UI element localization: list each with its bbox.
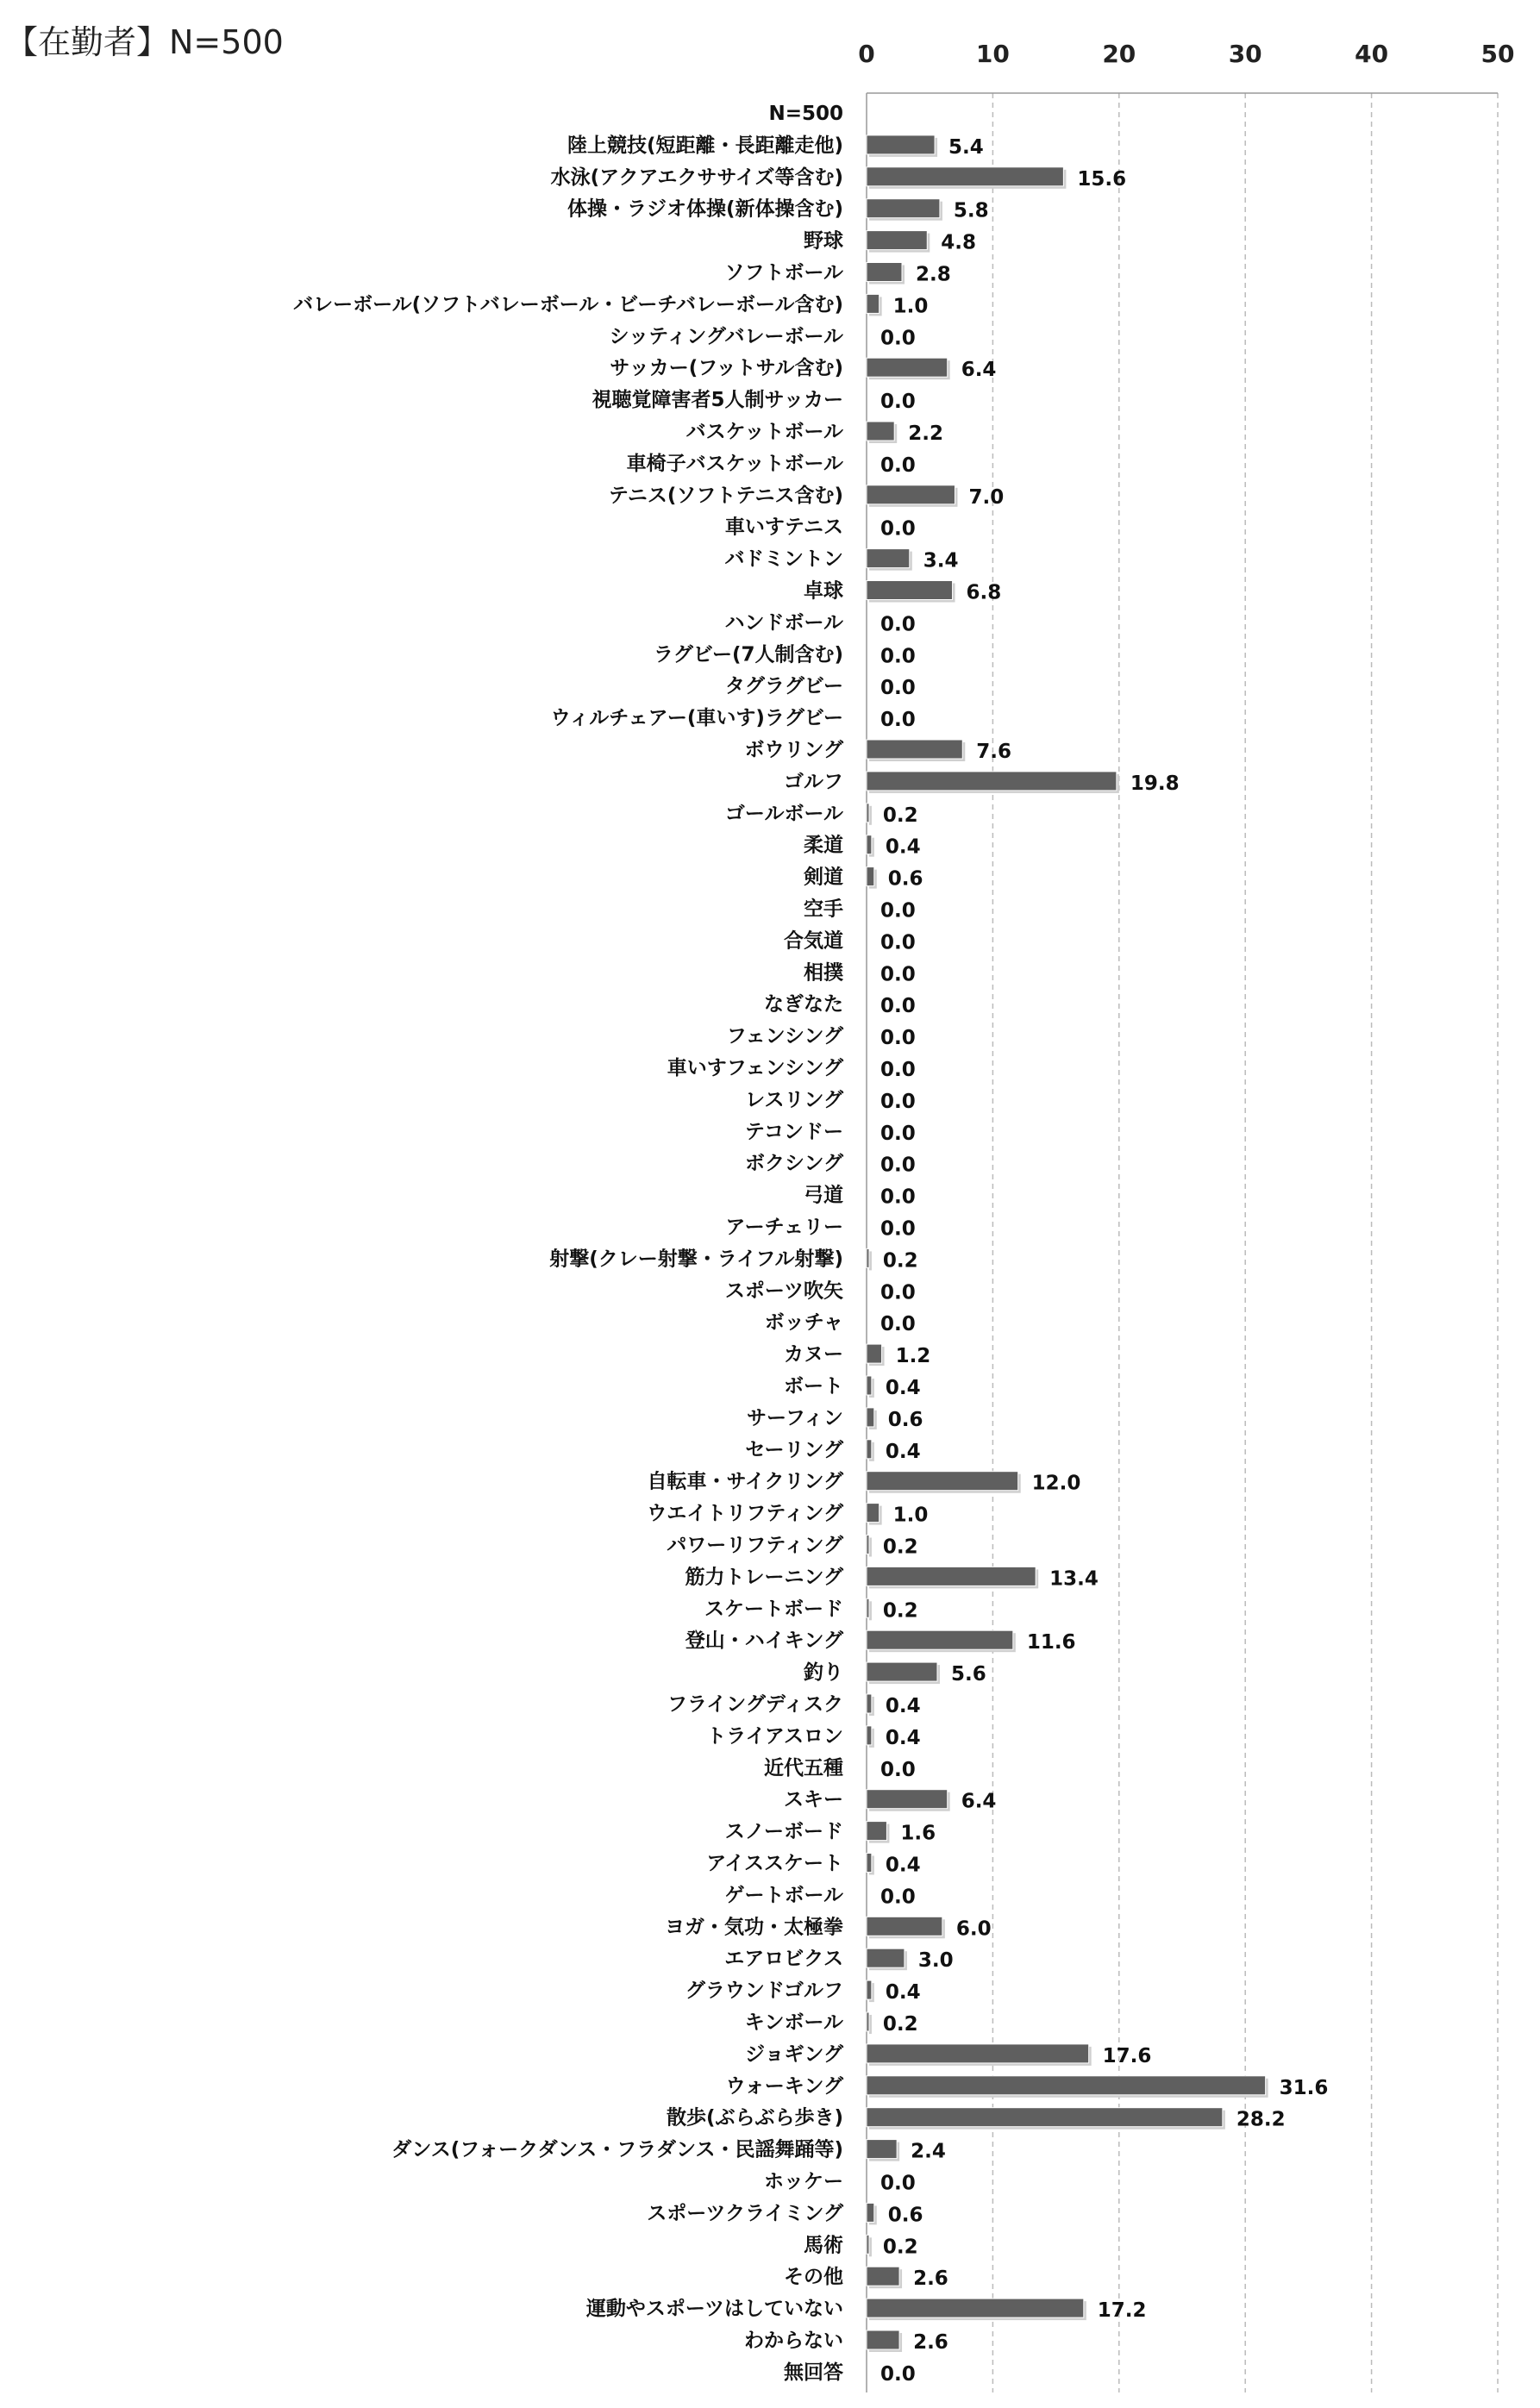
category-label: 野球 <box>804 229 843 253</box>
category-label: ゴルフ <box>784 770 843 793</box>
bar <box>867 1630 1013 1649</box>
value-label: 0.4 <box>885 1377 921 1399</box>
value-label: 0.0 <box>880 1886 916 1909</box>
value-label: 0.6 <box>887 1408 923 1431</box>
bar <box>867 1567 1036 1586</box>
bar <box>867 358 948 377</box>
category-label: 卓球 <box>804 579 843 603</box>
bar <box>867 581 953 600</box>
category-label: ボウリング <box>744 739 843 761</box>
x-tick-label: 0 <box>858 40 875 68</box>
bar-shadow <box>869 1538 872 1557</box>
value-label: 0.0 <box>880 613 916 636</box>
category-label: テニス(ソフトテニス含む) <box>608 484 843 507</box>
category-label: 射撃(クレー射撃・ライフル射撃) <box>549 1248 843 1271</box>
bar <box>867 422 894 441</box>
x-axis-ticks <box>858 40 1514 68</box>
category-label: スノーボード <box>724 1820 843 1843</box>
category-label: ボート <box>784 1375 843 1398</box>
value-label: 0.0 <box>880 2362 916 2386</box>
bar <box>867 2076 1266 2095</box>
value-label: 13.4 <box>1049 1567 1099 1591</box>
bar <box>867 772 1117 791</box>
value-label: 6.0 <box>955 1917 992 1941</box>
value-label: 0.6 <box>887 867 923 891</box>
category-label: 自転車・サイクリング <box>647 1470 843 1493</box>
value-label: 2.4 <box>911 2140 946 2163</box>
category-label: アーチェリー <box>725 1216 843 1239</box>
category-label: その他 <box>784 2266 843 2289</box>
category-label: ボクシング <box>745 1152 843 1175</box>
value-label: 0.0 <box>880 709 916 732</box>
value-label: 0.0 <box>880 517 916 541</box>
bar <box>867 2044 1089 2063</box>
bar <box>867 1504 880 1523</box>
category-label: スケートボード <box>704 1598 843 1621</box>
value-label: 0.4 <box>885 1726 921 1749</box>
bar <box>867 135 935 154</box>
value-label: 0.2 <box>882 1249 918 1273</box>
bar <box>867 2108 1223 2127</box>
value-label: 0.0 <box>880 1154 916 1177</box>
category-label: フライングディスク <box>667 1693 843 1716</box>
bar <box>867 2140 897 2159</box>
category-label: 登山・ハイキング <box>685 1629 843 1653</box>
bar <box>867 2267 899 2286</box>
category-label: タグラグビー <box>724 675 843 698</box>
value-label: 17.6 <box>1102 2044 1152 2067</box>
series-label: N=500 <box>768 103 843 125</box>
bar <box>867 1535 869 1554</box>
value-label: 0.6 <box>887 2204 923 2227</box>
value-label: 0.4 <box>885 1440 921 1463</box>
value-label: 0.0 <box>880 1281 916 1304</box>
value-label: 19.8 <box>1130 772 1180 795</box>
value-label: 17.2 <box>1097 2299 1147 2323</box>
bar <box>867 1790 948 1809</box>
category-label: なぎなた <box>764 993 843 1016</box>
category-label: 弓道 <box>804 1184 843 1207</box>
value-label: 2.2 <box>908 422 943 445</box>
category-labels <box>293 103 844 2384</box>
bar <box>867 1376 872 1395</box>
category-label: テコンドー <box>744 1120 843 1143</box>
category-label: 車いすテニス <box>724 516 843 539</box>
value-label: 4.8 <box>941 231 977 254</box>
category-label: パワーリフティング <box>667 1534 843 1557</box>
bar <box>867 485 955 504</box>
category-label: シッティングバレーボール <box>609 325 843 348</box>
bar <box>867 199 940 218</box>
bar-shadow <box>869 1601 872 1620</box>
value-label: 0.0 <box>880 1059 916 1081</box>
value-label: 0.0 <box>880 645 916 668</box>
value-label: 0.4 <box>885 1695 921 1717</box>
category-label: 空手 <box>804 898 843 921</box>
bar-shadow <box>869 2237 872 2256</box>
category-label: 散歩(ぶらぶら歩き) <box>666 2106 843 2130</box>
value-label: 0.0 <box>880 391 916 414</box>
bar-shadow <box>869 1251 872 1270</box>
category-label: スポーツ吹矢 <box>724 1279 843 1303</box>
chart-title: 【在勤者】N=500 <box>5 23 284 61</box>
value-label: 0.4 <box>885 1854 921 1877</box>
bar <box>867 2203 874 2222</box>
bar-shadow <box>869 2015 872 2034</box>
x-tick-label: 30 <box>1228 40 1262 68</box>
bar <box>867 835 872 854</box>
category-label: 陸上競技(短距離・長距離走他) <box>567 134 843 157</box>
value-label: 1.0 <box>892 1504 929 1527</box>
bar <box>867 1917 942 1936</box>
category-label: 相撲 <box>804 961 843 985</box>
value-label: 6.4 <box>961 359 997 382</box>
value-label: 11.6 <box>1026 1631 1076 1654</box>
category-label: ラグビー(7人制含む) <box>653 643 843 666</box>
category-label: 合気道 <box>784 929 843 953</box>
category-label: ボッチャ <box>764 1311 843 1335</box>
value-label: 0.0 <box>880 453 916 477</box>
category-label: 剣道 <box>804 866 843 889</box>
bar <box>867 231 927 250</box>
bar <box>867 2012 869 2031</box>
x-tick-label: 20 <box>1102 40 1136 68</box>
category-label: バスケットボール <box>685 421 843 443</box>
value-label: 0.0 <box>880 899 916 923</box>
category-label: 筋力トレーニング <box>685 1566 843 1589</box>
value-label: 12.0 <box>1031 1472 1081 1495</box>
bar <box>867 1408 874 1427</box>
category-label: ホッケー <box>764 2170 843 2193</box>
value-label: 0.0 <box>880 931 916 954</box>
bars <box>867 135 1268 2352</box>
value-label: 7.6 <box>976 741 1012 763</box>
category-label: キンボール <box>744 2011 843 2034</box>
bar <box>867 1980 872 1999</box>
bar <box>867 1662 937 1681</box>
category-label: 馬術 <box>804 2234 843 2257</box>
category-label: ハンドボール <box>724 611 843 635</box>
bar <box>867 1726 872 1745</box>
category-label: バドミントン <box>724 547 843 571</box>
bar <box>867 1822 886 1841</box>
category-label: レスリング <box>745 1088 843 1111</box>
bar <box>867 804 869 822</box>
bar <box>867 2330 899 2349</box>
category-label: サッカー(フットサル含む) <box>610 357 843 380</box>
bar <box>867 2299 1084 2317</box>
value-label: 0.0 <box>880 1185 916 1209</box>
bar <box>867 1598 869 1617</box>
category-label: セーリング <box>745 1438 843 1461</box>
category-label: エアロビクス <box>724 1948 843 1971</box>
value-label: 5.8 <box>953 199 989 222</box>
value-label: 2.8 <box>915 263 951 286</box>
bar <box>867 263 902 282</box>
value-label: 2.6 <box>913 2331 948 2354</box>
category-label: わからない <box>744 2330 843 2352</box>
category-label: 車椅子バスケットボール <box>626 452 843 475</box>
value-label: 0.0 <box>880 1090 916 1113</box>
category-label: ゴールボール <box>724 802 843 825</box>
value-label: 7.0 <box>968 485 1005 509</box>
category-label: ヨガ・気功・太極拳 <box>665 1916 843 1939</box>
category-label: バレーボール(ソフトバレーボール・ビーチバレーボール含む) <box>293 293 843 316</box>
value-label: 31.6 <box>1279 2076 1329 2099</box>
value-label: 0.0 <box>880 677 916 700</box>
value-label: 0.0 <box>880 995 916 1018</box>
category-label: 水泳(アクアエクササイズ等含む) <box>550 166 843 189</box>
bar <box>867 867 874 886</box>
category-label: ゲートボール <box>724 1884 843 1907</box>
value-label: 0.0 <box>880 1758 916 1781</box>
category-label: ウォーキング <box>725 2074 843 2098</box>
value-label: 1.6 <box>900 1822 936 1845</box>
value-label: 0.2 <box>882 2013 918 2036</box>
bar <box>867 1344 882 1363</box>
bar <box>867 1248 869 1267</box>
x-tick-label: 10 <box>975 40 1010 68</box>
category-label: 無回答 <box>784 2361 843 2384</box>
category-label: サーフィン <box>746 1406 843 1429</box>
bar <box>867 2235 869 2254</box>
category-label: ジョギング <box>745 2042 843 2066</box>
value-label: 0.2 <box>882 1599 918 1623</box>
bar <box>867 1948 905 1967</box>
value-label: 15.6 <box>1077 167 1127 191</box>
category-label: 視聴覚障害者5人制サッカー <box>592 389 843 412</box>
bar-shadow <box>869 806 872 825</box>
value-label: 0.4 <box>885 835 921 859</box>
value-label: 0.0 <box>880 963 916 986</box>
value-label: 0.0 <box>880 1313 916 1336</box>
value-label: 6.4 <box>961 1790 997 1813</box>
category-label: ダンス(フォークダンス・フラダンス・民謡舞踊等) <box>391 2138 843 2161</box>
value-label: 0.0 <box>880 2172 916 2195</box>
category-label: グラウンドゴルフ <box>685 1980 843 2003</box>
bar <box>867 1854 872 1873</box>
bar <box>867 549 910 568</box>
bar <box>867 167 1063 186</box>
value-label: 0.0 <box>880 327 916 350</box>
value-label: 0.2 <box>882 804 918 827</box>
value-label: 2.6 <box>913 2267 948 2291</box>
x-tick-label: 40 <box>1355 40 1389 68</box>
x-tick-label: 50 <box>1481 40 1515 68</box>
value-label: 0.2 <box>882 2236 918 2259</box>
bar <box>867 1472 1018 1491</box>
category-label: カヌー <box>784 1343 843 1367</box>
category-label: ウエイトリフティング <box>647 1502 843 1525</box>
category-label: 釣り <box>804 1661 843 1685</box>
value-label: 0.0 <box>880 1122 916 1145</box>
value-label: 1.2 <box>895 1345 931 1368</box>
value-label: 1.0 <box>892 295 929 318</box>
category-label: フェンシング <box>726 1025 843 1048</box>
category-label: 運動やスポーツはしていない <box>585 2298 843 2321</box>
value-label: 0.4 <box>885 1981 921 2005</box>
value-label: 28.2 <box>1236 2108 1286 2131</box>
category-label: 近代五種 <box>764 1756 843 1779</box>
category-label: トライアスロン <box>706 1724 843 1748</box>
value-label: 0.2 <box>882 1535 918 1559</box>
value-label: 3.0 <box>917 1949 954 1973</box>
category-label: 柔道 <box>804 834 843 857</box>
category-label: 車いすフェンシング <box>667 1057 843 1079</box>
value-label: 6.8 <box>966 581 1002 604</box>
value-label: 5.6 <box>950 1663 986 1686</box>
category-label: ウィルチェアー(車いす)ラグビー <box>550 707 843 730</box>
category-label: スキー <box>784 1788 843 1811</box>
category-label: 体操・ラジオ体操(新体操含む) <box>567 197 843 221</box>
category-label: アイススケート <box>706 1852 843 1875</box>
bar <box>867 1440 872 1459</box>
value-label: 3.4 <box>923 549 959 572</box>
category-label: スポーツクライミング <box>647 2202 843 2225</box>
bar <box>867 294 880 313</box>
bar <box>867 1694 872 1713</box>
bar <box>867 740 962 759</box>
value-label: 0.0 <box>880 1027 916 1050</box>
value-label: 5.4 <box>948 135 984 159</box>
value-label: 0.0 <box>880 1217 916 1241</box>
category-label: ソフトボール <box>724 261 843 285</box>
